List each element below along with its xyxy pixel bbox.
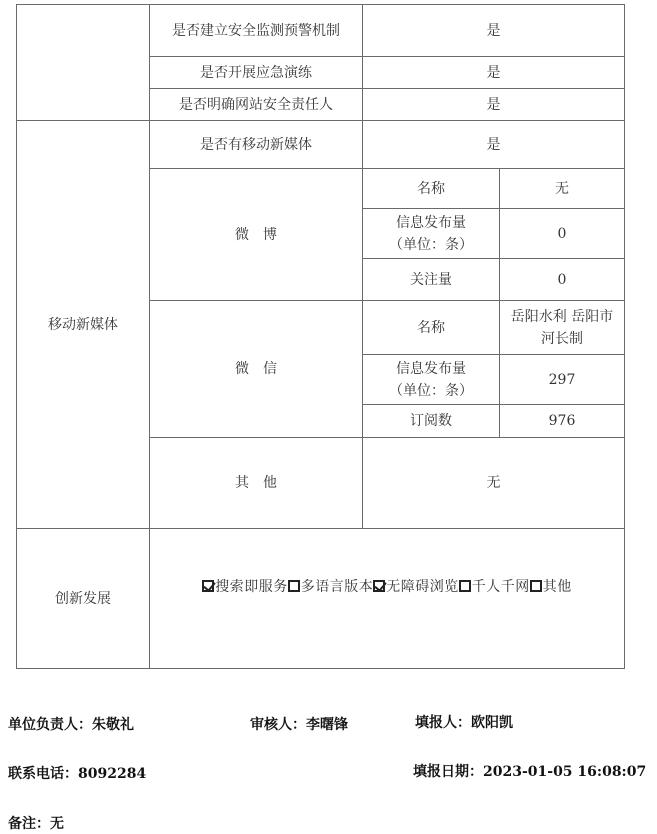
table-line [624, 4, 625, 669]
has-mobile-label: 是否有移动新媒体 [200, 136, 312, 153]
weibo-count-label: 信息发布量（单位：条） [389, 214, 473, 253]
section-innovation: 创新发展 [55, 590, 111, 607]
unit-head: 单位负责人：朱敬礼 [8, 717, 134, 733]
checkbox-checked-icon[interactable] [373, 580, 385, 592]
section-mobile-media: 移动新媒体 [48, 316, 118, 333]
weibo-name-label: 名称 [417, 180, 445, 197]
innovation-options [150, 529, 624, 645]
drill-value: 是 [486, 64, 501, 81]
fill-date: 填报日期：2023-01-05 16:08:07 [413, 764, 647, 780]
option-search-service[interactable]: 搜索即服务 [202, 576, 288, 598]
other-value: 无 [486, 475, 501, 491]
contact-phone: 联系电话：8092284 [8, 766, 147, 782]
drill-label: 是否开展应急演练 [200, 64, 312, 81]
responsible-label: 是否明确网站安全责任人 [179, 96, 333, 113]
has-mobile-value: 是 [486, 136, 501, 153]
option-personalized[interactable]: 千人千网 [459, 576, 530, 598]
weibo-count-value: 0 [557, 225, 567, 242]
filler: 填报人：欧阳凯 [415, 715, 513, 731]
monitoring-label: 是否建立安全监测预警机制 [172, 22, 340, 39]
checkbox-checked-icon[interactable] [202, 580, 214, 592]
responsible-value: 是 [486, 96, 501, 113]
weixin-count-value: 297 [548, 371, 576, 388]
table-line [16, 668, 625, 669]
option-multilingual[interactable]: 多语言版本 [288, 576, 374, 598]
weibo-follow-label: 关注量 [410, 271, 452, 288]
other-label: 其 他 [235, 475, 277, 491]
option-accessibility[interactable]: 无障碍浏览 [373, 576, 459, 598]
reviewer: 审核人：李曙锋 [250, 717, 348, 733]
monitoring-value: 是 [486, 22, 501, 39]
weixin-sub-value: 976 [548, 413, 576, 429]
checkbox-empty-icon[interactable] [288, 580, 300, 592]
weixin-name-value: 岳阳水利 岳阳市河长制 [510, 308, 614, 347]
option-other[interactable]: 其他 [530, 576, 572, 598]
checkbox-empty-icon[interactable] [530, 580, 542, 592]
weibo-follow-value: 0 [557, 271, 567, 288]
weibo-label: 微 博 [235, 226, 277, 243]
weixin-label: 微 信 [235, 361, 277, 377]
remark: 备注：无 [8, 816, 64, 832]
weixin-sub-label: 订阅数 [410, 413, 452, 429]
weibo-name-value: 无 [555, 180, 569, 197]
checkbox-empty-icon[interactable] [459, 580, 471, 592]
weixin-name-label: 名称 [417, 319, 445, 336]
weixin-count-label: 信息发布量（单位：条） [389, 360, 473, 399]
